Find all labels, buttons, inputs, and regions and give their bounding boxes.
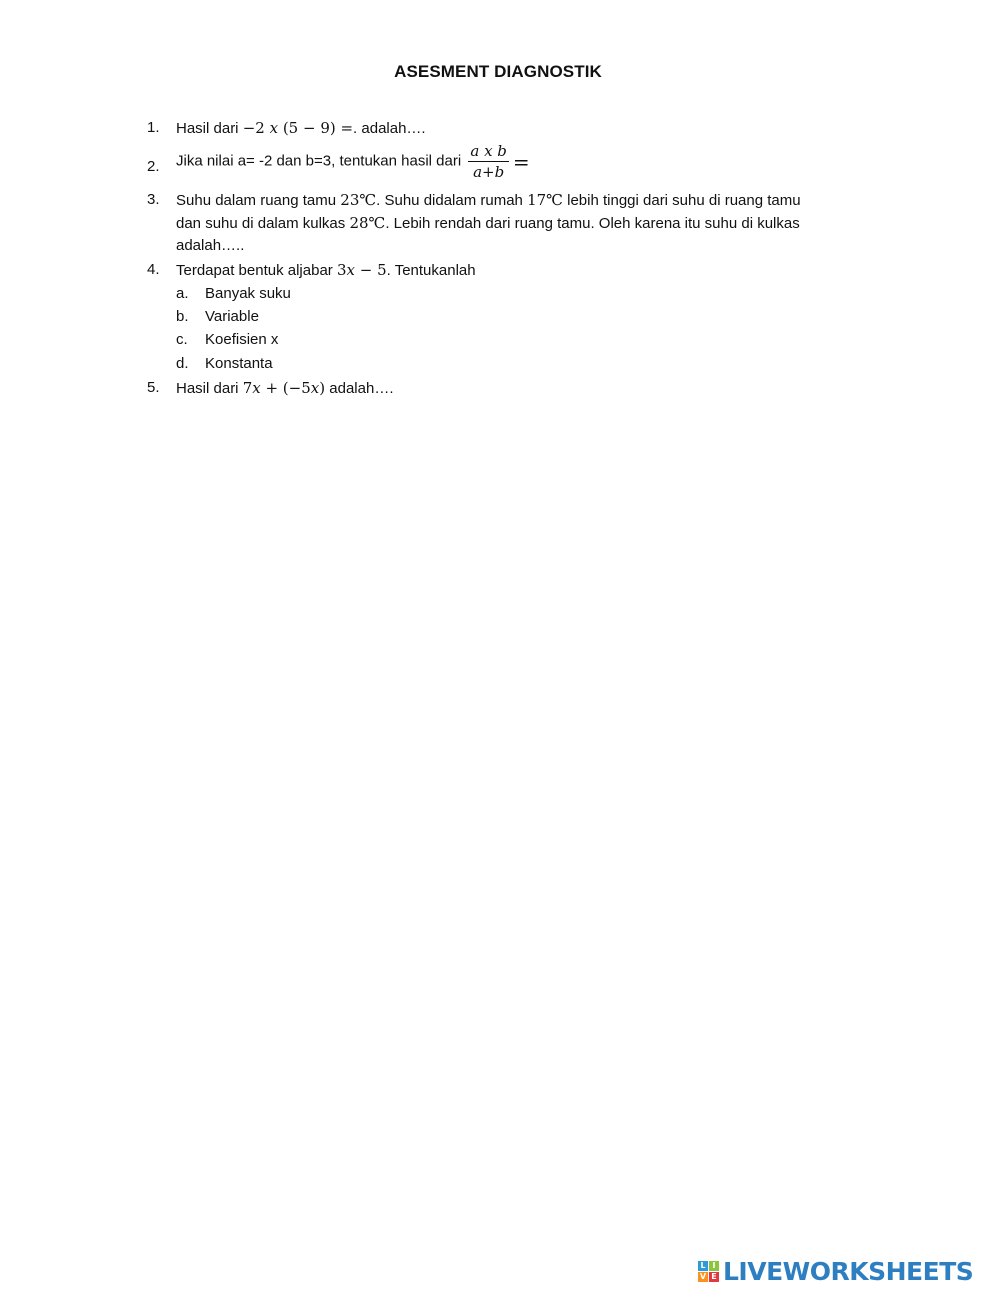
math-expression: 7x + (−5x) <box>242 379 326 397</box>
question-number: 1. <box>147 119 160 136</box>
question-text: Hasil dari 7x + (−5x) adalah…. <box>176 379 394 397</box>
fraction-denominator: a+b <box>473 163 505 181</box>
math-expression: 3x − 5 <box>336 261 387 279</box>
logo-mark-icon: L I V E <box>698 1261 719 1282</box>
question-number: 2. <box>147 158 160 175</box>
question-2-text: Jika nilai a= -2 dan b=3, tentukan hasil dari $\frac{\text{a x b}}{a+b}$ = <box>176 142 530 181</box>
fraction <box>468 142 509 181</box>
question-text: Terdapat bentuk aljabar 3x − 5. Tentukanlah <box>176 261 476 279</box>
liveworksheets-logo <box>698 1258 973 1284</box>
question-number: 4. <box>147 261 160 278</box>
page-title: ASESMENT DIAGNOSTIK <box>394 62 602 81</box>
math-expression: −2 x (5 − 9) = <box>242 119 354 137</box>
question-number: 5. <box>147 379 160 396</box>
question-text: Hasil dari −2 x (5 − 9) =. adalah…. <box>176 119 426 137</box>
logo-text: LIVEWORKSHEETS <box>723 1256 974 1286</box>
question-text-line-1: Suhu dalam ruang tamu 23℃. Suhu didalam rumah 17℃ lebih tinggi dari suhu di ruang tamu <box>176 191 801 209</box>
fraction-numerator: a x b <box>470 142 507 160</box>
question-number: 3. <box>147 191 160 208</box>
equals-sign: = <box>512 149 530 174</box>
